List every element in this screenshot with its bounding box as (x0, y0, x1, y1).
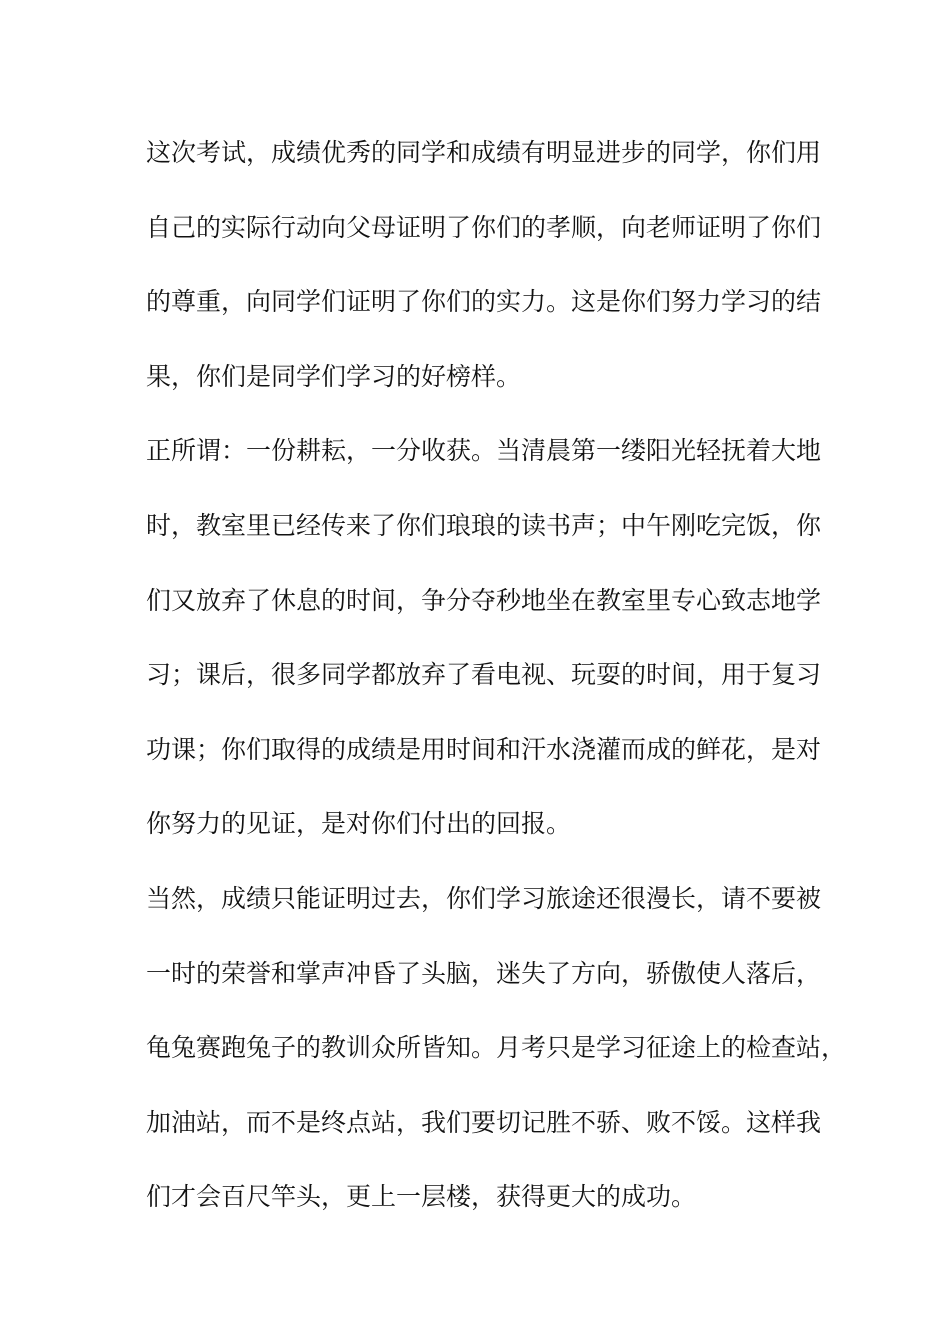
text-line-12: 一时的荣誉和掌声冲昏了头脑，迷失了方向，骄傲使人落后， (146, 958, 822, 988)
text-line-8: 习；课后，很多同学都放弃了看电视、玩耍的时间，用于复习 (146, 660, 822, 690)
body-text (146, 131, 846, 1250)
text-line-10: 你努力的见证，是对你们付出的回报。 (146, 809, 572, 839)
text-line-9: 功课；你们取得的成绩是用时间和汗水浇灌而成的鲜花，是对 (146, 734, 822, 764)
text-line-11: 当然，成绩只能证明过去，你们学习旅途还很漫长，请不要被 (146, 883, 822, 913)
text-line-15: 们才会百尺竿头，更上一层楼，获得更大的成功。 (146, 1182, 697, 1212)
text-line-2: 自己的实际行动向父母证明了你们的孝顺，向老师证明了你们 (146, 212, 822, 242)
text-line-5: 正所谓：一份耕耘，一分收获。当清晨第一缕阳光轻抚着大地 (146, 436, 822, 466)
text-line-6: 时，教室里已经传来了你们琅琅的读书声；中午刚吃完饭，你 (146, 510, 822, 540)
text-line-13: 龟兔赛跑兔子的教训众所皆知。月考只是学习征途上的检查站， (146, 1033, 847, 1063)
text-line-3: 的尊重，向同学们证明了你们的实力。这是你们努力学习的结 (146, 287, 822, 317)
text-line-1: 这次考试，成绩优秀的同学和成绩有明显进步的同学，你们用 (146, 138, 822, 167)
text-line-7: 们又放弃了休息的时间，争分夺秒地坐在教室里专心致志地学 (146, 585, 822, 615)
text-line-14: 加油站，而不是终点站，我们要切记胜不骄、败不馁。这样我 (146, 1107, 822, 1137)
text-line-4: 果，你们是同学们学习的好榜样。 (146, 361, 522, 391)
